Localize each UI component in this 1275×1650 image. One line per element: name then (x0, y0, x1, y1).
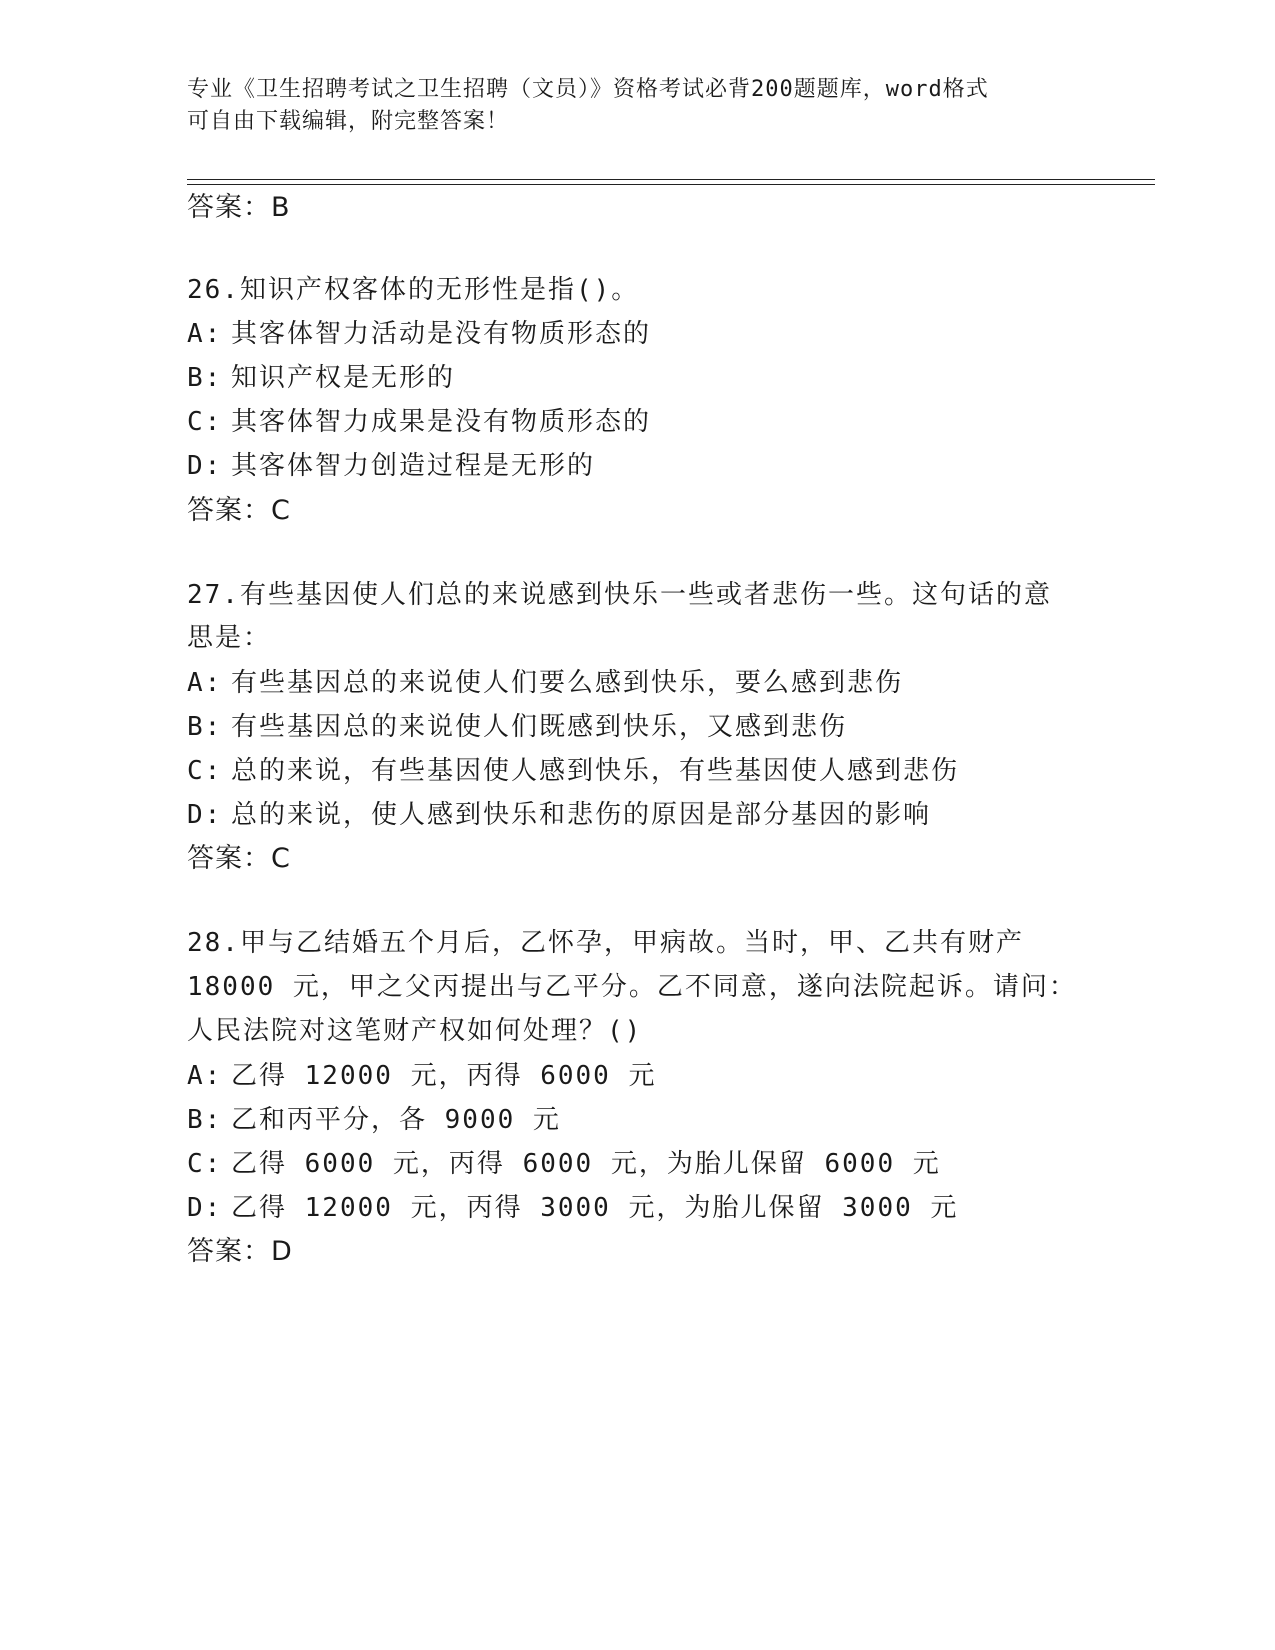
answer: 答案：D (187, 1236, 293, 1267)
option-text: 有些基因总的来说使人们要么感到快乐，要么感到悲伤 (231, 668, 904, 698)
option-text: 其客体智力活动是没有物质形态的 (231, 319, 652, 349)
option-letter: D: (187, 800, 223, 830)
option-text: 乙得 12000 元，丙得 3000 元，为胎儿保留 3000 元 (231, 1193, 959, 1223)
question-stem: 人民法院对这笔财产权如何处理？() (187, 1016, 643, 1046)
header-divider-top (187, 179, 1155, 180)
option-letter: B: (187, 1105, 223, 1135)
option-d (187, 800, 931, 830)
option-a (187, 668, 903, 698)
option-b (187, 363, 455, 393)
option-b (187, 712, 847, 742)
header-line-1: 专业《卫生招聘考试之卫生招聘（文员）》资格考试必背200题题库，word格式 (187, 77, 989, 102)
option-text: 有些基因总的来说使人们既感到快乐，又感到悲伤 (231, 712, 848, 742)
option-letter: A: (187, 319, 223, 349)
answer: 答案：C (187, 843, 291, 874)
option-letter: A: (187, 668, 223, 698)
question-stem: 18000 元，甲之父丙提出与乙平分。乙不同意，遂向法院起诉。请问： (187, 972, 1077, 1002)
option-c (187, 407, 651, 437)
option-text: 知识产权是无形的 (231, 363, 456, 393)
document-header (187, 74, 1087, 138)
option-letter: C: (187, 1149, 223, 1179)
answer: 答案：C (187, 495, 291, 526)
option-letter: B: (187, 712, 223, 742)
option-text: 总的来说，使人感到快乐和悲伤的原因是部分基因的影响 (231, 800, 932, 830)
option-letter: B: (187, 363, 223, 393)
option-letter: D: (187, 451, 223, 481)
option-text: 其客体智力成果是没有物质形态的 (231, 407, 652, 437)
question-stem: 26.知识产权客体的无形性是指()。 (187, 275, 640, 305)
option-c (187, 756, 959, 786)
option-letter: C: (187, 407, 223, 437)
option-text: 乙得 6000 元，丙得 6000 元，为胎儿保留 6000 元 (231, 1149, 941, 1179)
option-text: 乙和丙平分，各 9000 元 (231, 1105, 561, 1135)
header-divider-bottom (187, 184, 1155, 185)
question-stem: 思是： (187, 623, 272, 653)
option-d (187, 451, 595, 481)
option-b (187, 1105, 561, 1135)
previous-answer: 答案：B (187, 192, 291, 223)
option-c (187, 1149, 941, 1179)
option-letter: D: (187, 1193, 223, 1223)
question-stem: 28.甲与乙结婚五个月后，乙怀孕，甲病故。当时，甲、乙共有财产 (187, 928, 1024, 958)
option-a (187, 1061, 657, 1091)
option-text: 其客体智力创造过程是无形的 (231, 451, 596, 481)
option-d (187, 1193, 958, 1223)
option-text: 乙得 12000 元，丙得 6000 元 (231, 1061, 657, 1091)
option-letter: C: (187, 756, 223, 786)
option-letter: A: (187, 1061, 223, 1091)
option-a (187, 319, 651, 349)
question-stem: 27.有些基因使人们总的来说感到快乐一些或者悲伤一些。这句话的意 (187, 580, 1052, 610)
header-line-2: 可自由下载编辑，附完整答案！ (187, 109, 510, 134)
option-text: 总的来说，有些基因使人感到快乐，有些基因使人感到悲伤 (231, 756, 960, 786)
